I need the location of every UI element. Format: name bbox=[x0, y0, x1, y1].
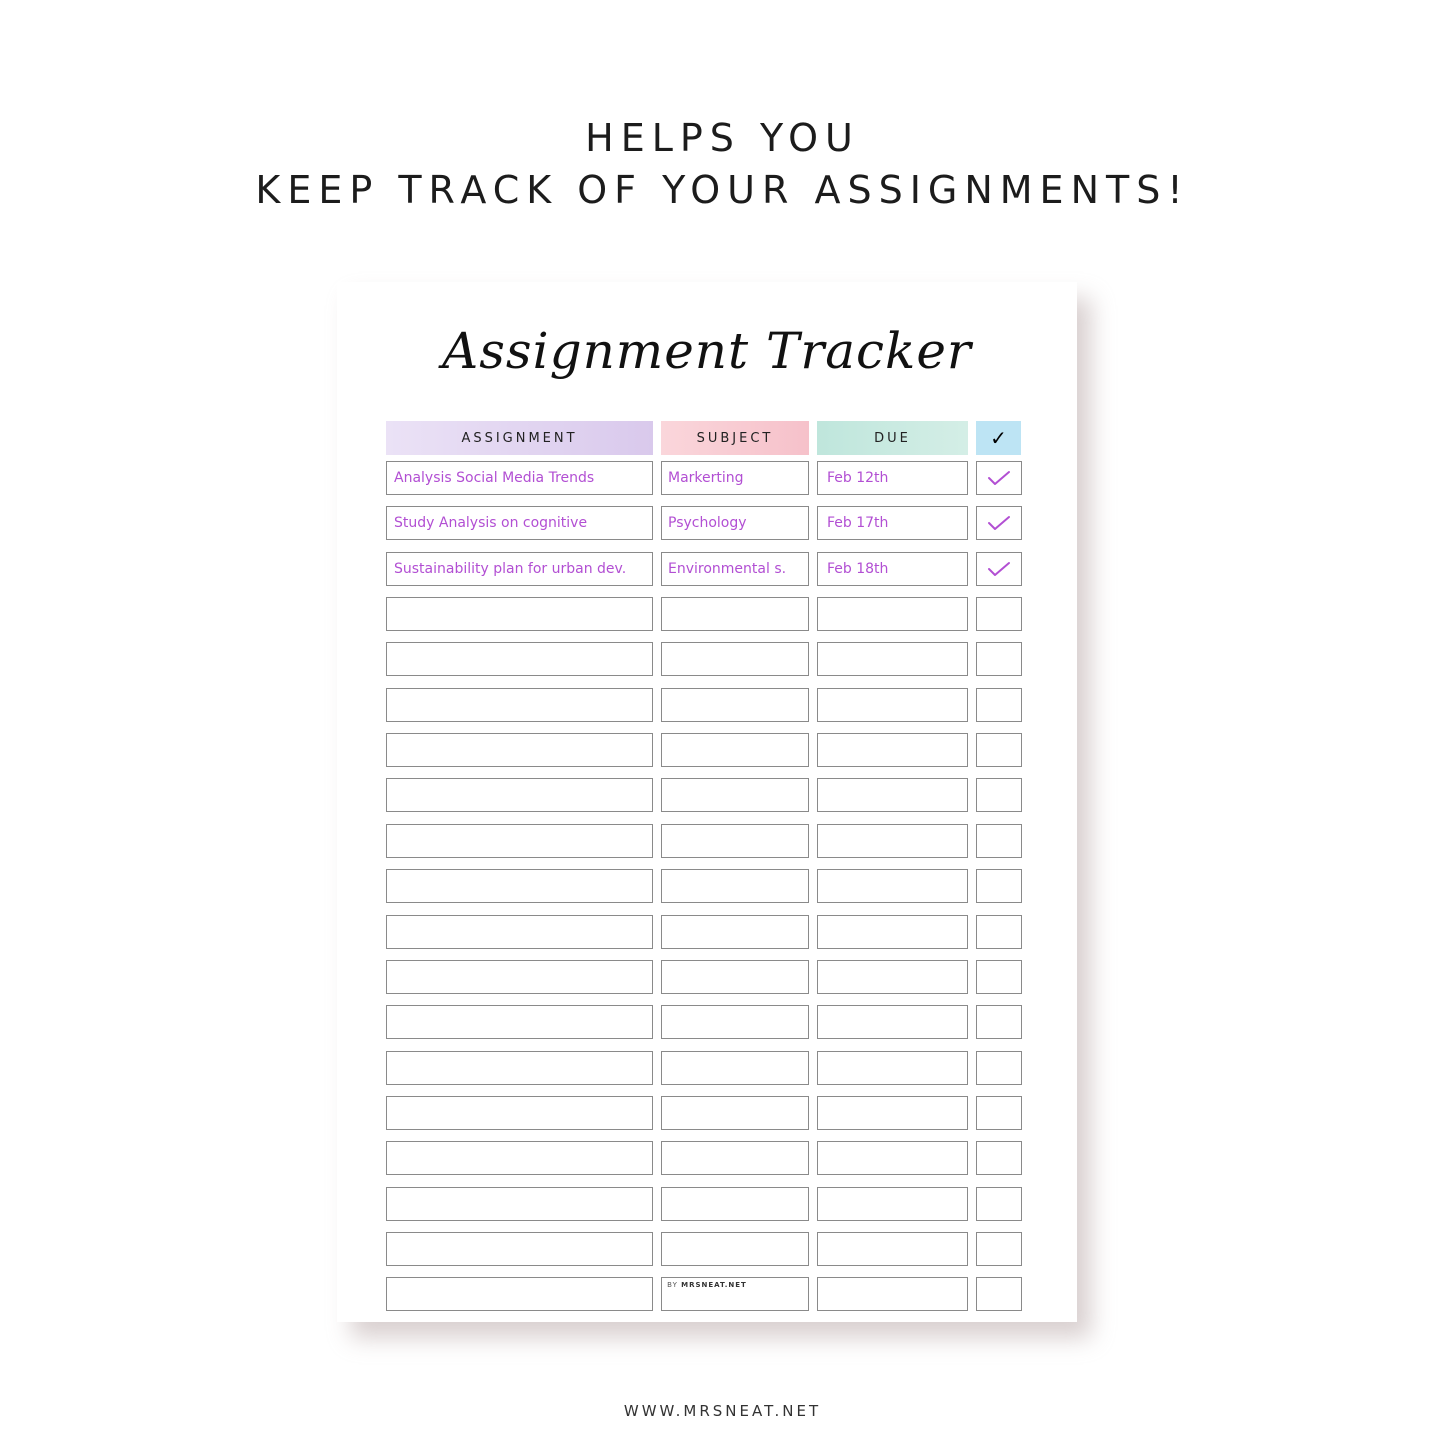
done-checkbox[interactable] bbox=[976, 869, 1022, 903]
table-row bbox=[337, 869, 1077, 903]
done-checkbox[interactable] bbox=[976, 597, 1022, 631]
due-cell[interactable] bbox=[817, 778, 968, 812]
subject-cell[interactable] bbox=[661, 1096, 809, 1130]
table-row bbox=[337, 597, 1077, 631]
done-checkbox[interactable] bbox=[976, 1051, 1022, 1085]
table-row bbox=[337, 915, 1077, 949]
assignment-cell[interactable]: Sustainability plan for urban dev. bbox=[386, 552, 653, 586]
due-cell[interactable] bbox=[817, 642, 968, 676]
due-cell[interactable] bbox=[817, 1005, 968, 1039]
assignment-cell[interactable] bbox=[386, 1187, 653, 1221]
due-cell[interactable] bbox=[817, 688, 968, 722]
subject-cell[interactable]: Environmental s. bbox=[661, 552, 809, 586]
due-cell[interactable] bbox=[817, 824, 968, 858]
assignment-cell[interactable]: Study Analysis on cognitive bbox=[386, 506, 653, 540]
subject-cell[interactable] bbox=[661, 642, 809, 676]
table-row bbox=[337, 1051, 1077, 1085]
subject-cell[interactable]: Psychology bbox=[661, 506, 809, 540]
table-row bbox=[337, 642, 1077, 676]
credit-prefix: BY bbox=[667, 1281, 678, 1289]
due-cell[interactable] bbox=[817, 915, 968, 949]
table-row bbox=[337, 733, 1077, 767]
subject-cell[interactable] bbox=[661, 1232, 809, 1266]
assignment-cell[interactable] bbox=[386, 1051, 653, 1085]
assignment-cell[interactable] bbox=[386, 778, 653, 812]
table-row bbox=[337, 688, 1077, 722]
subject-cell[interactable] bbox=[661, 960, 809, 994]
done-checkbox[interactable] bbox=[976, 733, 1022, 767]
assignment-cell[interactable] bbox=[386, 733, 653, 767]
table-row bbox=[337, 1005, 1077, 1039]
done-checkbox[interactable] bbox=[976, 824, 1022, 858]
check-icon bbox=[987, 469, 1011, 487]
due-cell[interactable] bbox=[817, 733, 968, 767]
due-cell[interactable] bbox=[817, 1232, 968, 1266]
assignment-cell[interactable] bbox=[386, 597, 653, 631]
due-cell[interactable] bbox=[817, 597, 968, 631]
subject-cell[interactable] bbox=[661, 778, 809, 812]
subject-cell[interactable] bbox=[661, 824, 809, 858]
assignment-tracker-sheet bbox=[337, 282, 1077, 1322]
table-row bbox=[337, 824, 1077, 858]
done-checkbox[interactable] bbox=[976, 642, 1022, 676]
subject-cell[interactable]: Markerting bbox=[661, 461, 809, 495]
assignment-cell[interactable] bbox=[386, 1232, 653, 1266]
due-cell[interactable] bbox=[817, 1187, 968, 1221]
column-header-assignment: ASSIGNMENT bbox=[386, 421, 653, 455]
subject-cell[interactable] bbox=[661, 597, 809, 631]
done-checkbox[interactable] bbox=[976, 1005, 1022, 1039]
done-checkbox[interactable] bbox=[976, 688, 1022, 722]
subject-cell[interactable] bbox=[661, 1141, 809, 1175]
column-header-due: DUE bbox=[817, 421, 968, 455]
table-row bbox=[337, 778, 1077, 812]
assignment-cell[interactable]: Analysis Social Media Trends bbox=[386, 461, 653, 495]
subject-cell[interactable] bbox=[661, 1187, 809, 1221]
due-cell[interactable] bbox=[817, 1141, 968, 1175]
done-checkbox[interactable] bbox=[976, 552, 1022, 586]
done-checkbox[interactable] bbox=[976, 506, 1022, 540]
headline-line-1: HELPS YOU bbox=[585, 116, 860, 160]
done-checkbox[interactable] bbox=[976, 915, 1022, 949]
done-checkbox[interactable] bbox=[976, 1232, 1022, 1266]
table-row bbox=[337, 552, 1077, 586]
assignment-cell[interactable] bbox=[386, 1005, 653, 1039]
due-cell[interactable]: Feb 12th bbox=[817, 461, 968, 495]
credit-site: MRSNEAT.NET bbox=[681, 1281, 747, 1289]
footer-url[interactable]: WWW.MRSNEAT.NET bbox=[623, 1402, 822, 1420]
subject-cell[interactable] bbox=[661, 869, 809, 903]
assignment-cell[interactable] bbox=[386, 824, 653, 858]
check-header-icon: ✓ bbox=[990, 426, 1007, 450]
due-cell[interactable] bbox=[817, 1051, 968, 1085]
assignment-cell[interactable] bbox=[386, 960, 653, 994]
subject-cell[interactable] bbox=[661, 1051, 809, 1085]
due-cell[interactable]: Feb 17th bbox=[817, 506, 968, 540]
table-row bbox=[337, 960, 1077, 994]
done-checkbox[interactable] bbox=[976, 1096, 1022, 1130]
sheet-title: Assignment Tracker bbox=[442, 322, 972, 380]
table-row bbox=[337, 461, 1077, 495]
due-cell[interactable] bbox=[817, 1096, 968, 1130]
due-cell[interactable]: Feb 18th bbox=[817, 552, 968, 586]
assignment-cell[interactable] bbox=[386, 1096, 653, 1130]
due-cell[interactable] bbox=[817, 869, 968, 903]
credit-line bbox=[337, 1281, 1077, 1289]
subject-cell[interactable] bbox=[661, 688, 809, 722]
assignment-cell[interactable] bbox=[386, 688, 653, 722]
column-header-subject: SUBJECT bbox=[661, 421, 809, 455]
check-icon bbox=[987, 560, 1011, 578]
headline-line-2: KEEP TRACK OF YOUR ASSIGNMENTS! bbox=[255, 168, 1190, 212]
done-checkbox[interactable] bbox=[976, 1141, 1022, 1175]
check-icon bbox=[987, 514, 1011, 532]
table-row bbox=[337, 1232, 1077, 1266]
subject-cell[interactable] bbox=[661, 1005, 809, 1039]
table-row bbox=[337, 1141, 1077, 1175]
assignment-cell[interactable] bbox=[386, 869, 653, 903]
done-checkbox[interactable] bbox=[976, 1187, 1022, 1221]
table-row bbox=[337, 1187, 1077, 1221]
done-checkbox[interactable] bbox=[976, 960, 1022, 994]
done-checkbox[interactable] bbox=[976, 461, 1022, 495]
done-checkbox[interactable] bbox=[976, 778, 1022, 812]
subject-cell[interactable] bbox=[661, 915, 809, 949]
assignment-cell[interactable] bbox=[386, 642, 653, 676]
due-cell[interactable] bbox=[817, 960, 968, 994]
assignment-cell[interactable] bbox=[386, 1141, 653, 1175]
column-header-done bbox=[976, 421, 1021, 455]
subject-cell[interactable] bbox=[661, 733, 809, 767]
assignment-cell[interactable] bbox=[386, 915, 653, 949]
table-row bbox=[337, 1096, 1077, 1130]
table-row bbox=[337, 506, 1077, 540]
